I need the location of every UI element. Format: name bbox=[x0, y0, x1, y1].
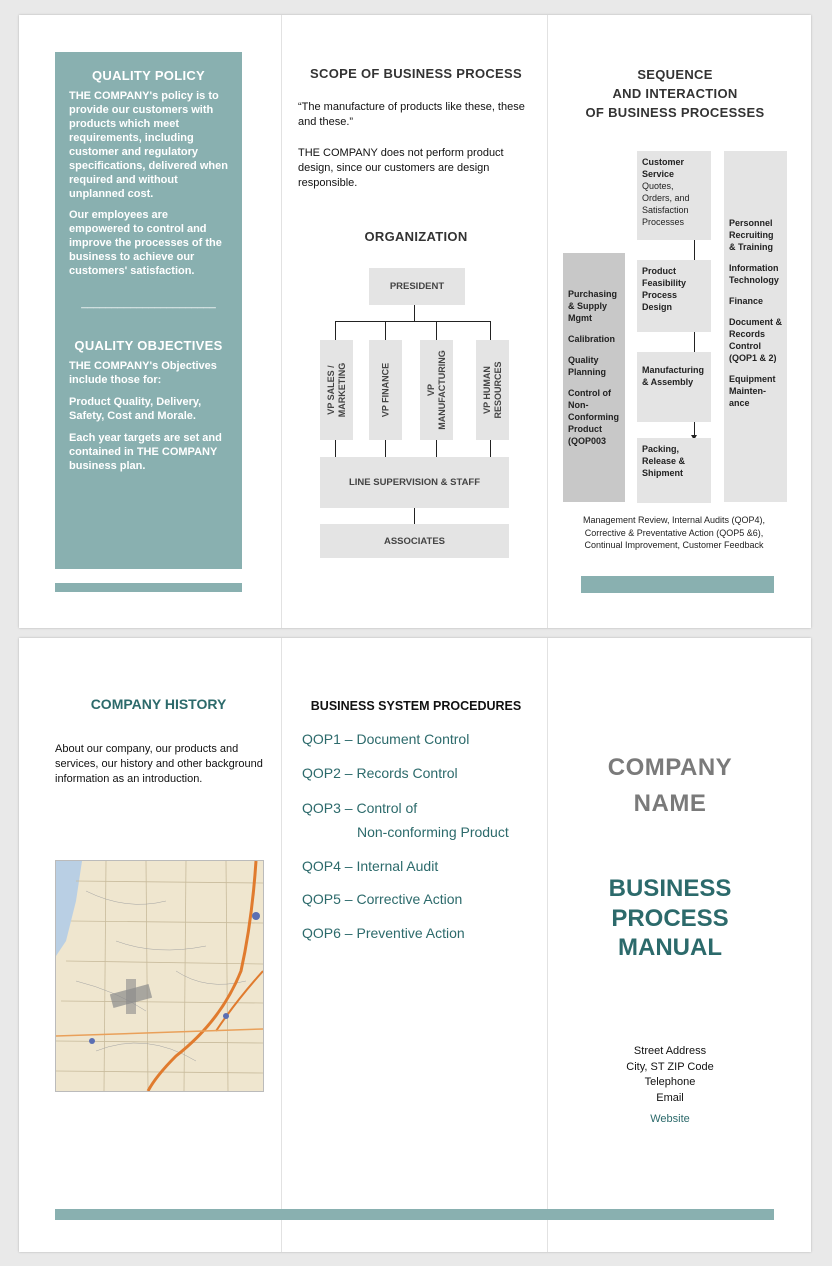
org-connector bbox=[490, 440, 491, 457]
org-connector bbox=[436, 440, 437, 457]
manual-title-line: BUSINESS bbox=[608, 875, 732, 902]
company-name-line: NAME bbox=[633, 790, 707, 817]
procedure-label: Internal Audit bbox=[356, 858, 439, 874]
fold-divider bbox=[547, 638, 548, 1252]
accent-bar bbox=[55, 583, 242, 592]
procedure-link-qop3[interactable]: QOP3 – Control of bbox=[302, 800, 418, 816]
procedure-link-qop5[interactable]: QOP5 – Corrective Action bbox=[302, 891, 463, 907]
scope-statement: THE COMPANY does not perform product design, since our customers are design responsible. bbox=[298, 147, 504, 189]
org-vp-sales bbox=[320, 340, 353, 440]
website-link[interactable]: Website bbox=[650, 1113, 690, 1125]
org-vp-finance bbox=[369, 340, 402, 440]
procedure-link-qop2[interactable]: QOP2 – Records Control bbox=[302, 765, 458, 781]
sequence-services-column bbox=[724, 151, 787, 502]
sequence-step-manufacturing bbox=[637, 352, 711, 422]
procedure-label: Records Control bbox=[356, 765, 458, 781]
company-name-line: COMPANY bbox=[607, 754, 733, 781]
procedure-label: Corrective Action bbox=[356, 891, 463, 907]
sequence-step-detail: Quotes, Orders, and Satisfaction Processes bbox=[642, 181, 690, 227]
sequence-step-title: Product Feasibility Process Design bbox=[642, 266, 687, 312]
sequence-service-item: Information Technology bbox=[729, 263, 779, 285]
org-vp-label: VP FINANCE bbox=[380, 362, 390, 418]
sequence-service-item: Finance bbox=[729, 296, 764, 306]
sequence-service-item: Equipment Mainten-ance bbox=[729, 374, 776, 408]
scope-quote: “The manufacture of products like these, these and these.” bbox=[298, 101, 525, 128]
org-connector bbox=[385, 321, 386, 340]
history-text: About our company, our products and services, our history and other background information as an introduction. bbox=[55, 743, 263, 785]
sequence-support-item: Quality Planning bbox=[568, 355, 606, 377]
sequence-title-line: OF BUSINESS PROCESSES bbox=[585, 105, 765, 120]
procedure-label-continued[interactable]: Non-conforming Product bbox=[357, 824, 509, 840]
contact-block bbox=[564, 1044, 776, 1128]
quality-objectives-list: Product Quality, Delivery, Safety, Cost and Morale. bbox=[69, 396, 202, 422]
procedure-label: Document Control bbox=[356, 731, 470, 747]
accent-bar bbox=[581, 576, 774, 593]
sequence-step-title: Manufacturing & Assembly bbox=[642, 365, 704, 387]
org-line-supervision: LINE SUPERVISION & STAFF bbox=[320, 457, 509, 508]
org-connector bbox=[414, 508, 415, 524]
quality-objectives-title: QUALITY OBJECTIVES bbox=[74, 338, 223, 353]
brochure-page-inside bbox=[19, 15, 811, 628]
history-title: COMPANY HISTORY bbox=[90, 696, 227, 712]
org-vp-label: VP SALES / MARKETING bbox=[325, 362, 347, 418]
sequence-step-title: Customer Service bbox=[642, 157, 685, 179]
quality-objectives-intro: THE COMPANY's Objectives include those for: bbox=[69, 360, 217, 386]
sequence-title-line: SEQUENCE bbox=[637, 67, 713, 82]
org-connector bbox=[385, 440, 386, 457]
procedures-title: BUSINESS SYSTEM PROCEDURES bbox=[310, 699, 522, 713]
quality-objectives-targets: Each year targets are set and contained in THE COMPANY business plan. bbox=[69, 432, 222, 472]
quality-policy-title: QUALITY POLICY bbox=[91, 68, 206, 83]
scope-title: SCOPE OF BUSINESS PROCESS bbox=[310, 66, 522, 81]
separator-rule: ______________________ bbox=[81, 297, 216, 309]
org-vp-manufacturing bbox=[420, 340, 453, 440]
org-connector bbox=[335, 321, 336, 340]
manual-title-line: PROCESS bbox=[611, 904, 729, 932]
sequence-arrow bbox=[694, 422, 695, 436]
org-connector bbox=[335, 321, 490, 322]
sequence-step-shipment bbox=[637, 438, 711, 503]
manual-title bbox=[564, 874, 776, 963]
procedure-label: Control of bbox=[356, 800, 418, 816]
quality-policy-panel bbox=[55, 52, 242, 569]
email: Email bbox=[656, 1091, 684, 1104]
sequence-title bbox=[564, 65, 786, 122]
sequence-support-item: Purchasing & Supply Mgmt bbox=[568, 289, 618, 323]
org-associates: ASSOCIATES bbox=[320, 524, 509, 558]
procedure-label: Preventive Action bbox=[356, 925, 465, 941]
fold-divider bbox=[547, 15, 548, 628]
org-vp-label: VP MANUFACTURING bbox=[425, 350, 447, 430]
procedure-code: QOP1 bbox=[302, 731, 341, 747]
procedure-code: QOP2 bbox=[302, 765, 341, 781]
sequence-support-item: Calibration bbox=[568, 334, 616, 344]
org-president: PRESIDENT bbox=[369, 268, 465, 305]
sequence-service-item: Document & Records Control (QOP1 & 2) bbox=[729, 317, 783, 363]
sequence-support-column bbox=[563, 253, 625, 502]
fold-divider bbox=[281, 638, 282, 1252]
org-connector bbox=[436, 321, 437, 340]
company-name bbox=[564, 750, 776, 822]
procedure-link-qop6[interactable]: QOP6 – Preventive Action bbox=[302, 925, 465, 941]
manual-title-line: MANUAL bbox=[618, 934, 722, 961]
sequence-step-design bbox=[637, 260, 711, 332]
org-vp-hr bbox=[476, 340, 509, 440]
accent-bar bbox=[55, 1209, 774, 1220]
quality-policy-text: THE COMPANY's policy is to provide our customers with products which meet requirements, including customer and regulatory specifications, delivered when required and without unplanned cost. bbox=[69, 90, 228, 200]
procedure-code: QOP3 bbox=[302, 800, 341, 816]
brochure-page-outside bbox=[19, 638, 811, 1252]
map-image bbox=[56, 861, 263, 1091]
telephone: Telephone bbox=[644, 1076, 696, 1088]
sequence-title-line: AND INTERACTION bbox=[612, 86, 738, 101]
procedure-code: QOP5 bbox=[302, 891, 341, 907]
quality-policy-text-2: Our employees are empowered to control and improve the processes of the business to achieve our customers' satisfaction. bbox=[69, 209, 222, 277]
sequence-footer: Management Review, Internal Audits (QOP4), Corrective & Preventative Action (QOP5 &6), Continual Improvement, Customer Feedback bbox=[582, 515, 766, 550]
sequence-step-customer-service bbox=[637, 151, 711, 240]
org-vp-label: VP HUMAN RESOURCES bbox=[481, 361, 503, 419]
org-connector bbox=[414, 305, 415, 321]
location-map bbox=[55, 860, 264, 1092]
sequence-service-item: Personnel Recruiting & Training bbox=[729, 218, 774, 252]
procedure-code: QOP6 bbox=[302, 925, 341, 941]
procedure-link-qop4[interactable]: QOP4 – Internal Audit bbox=[302, 858, 439, 874]
sequence-support-item: Control of Non-Conforming Product (QOP003 bbox=[568, 388, 619, 446]
organization-title: ORGANIZATION bbox=[364, 229, 468, 244]
fold-divider bbox=[281, 15, 282, 628]
org-connector bbox=[335, 440, 336, 457]
sequence-step-title: Packing, Release & Shipment bbox=[642, 444, 686, 478]
street-address: Street Address bbox=[633, 1045, 707, 1057]
org-connector bbox=[490, 321, 491, 340]
procedure-link-qop1[interactable]: QOP1 – Document Control bbox=[302, 731, 470, 747]
city-state-zip: City, ST ZIP Code bbox=[626, 1060, 714, 1073]
procedure-code: QOP4 bbox=[302, 858, 341, 874]
